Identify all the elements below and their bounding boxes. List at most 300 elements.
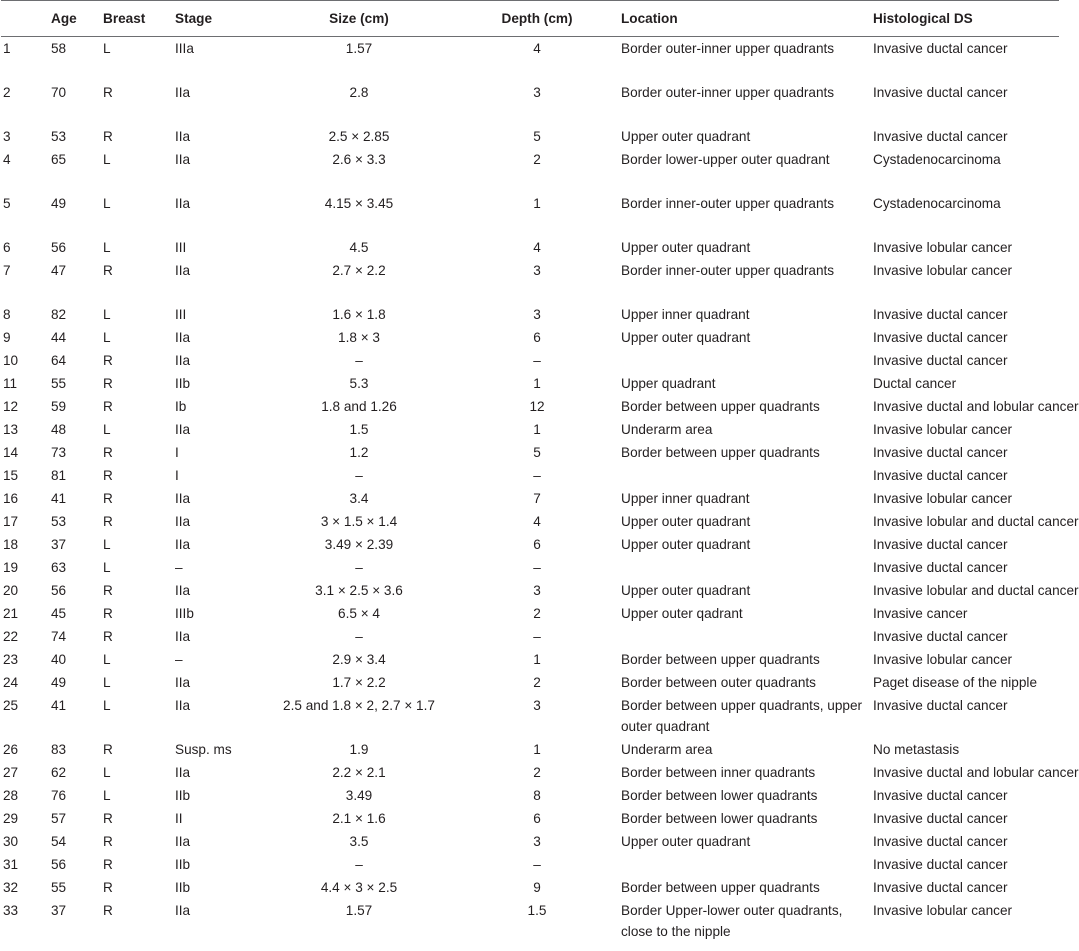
cell-histological: Invasive lobular cancer [873,491,1013,506]
cell-num: 12 [3,399,19,414]
cell-depth: 3 [533,698,541,713]
cell-histological: Cystadenocarcinoma [873,196,1001,211]
cell-location: Border Upper-lower outer quadrants, close to the nipple [621,903,843,939]
cell-size: 1.8 × 3 [338,330,380,345]
cell-size: 1.57 [345,41,373,56]
table-row [1,125,1059,148]
cell-age: 41 [51,491,67,506]
cell-num: 11 [3,376,18,391]
cell-location: Border lower-upper outer quadrant [621,152,830,167]
cell-stage: IIa [175,514,191,529]
table-row [1,395,1059,418]
cell-breast: R [103,742,113,757]
cell-depth: 1 [533,742,541,757]
cell-size: 3 × 1.5 × 1.4 [320,514,398,529]
cell-histological: Invasive lobular cancer [873,652,1013,667]
cell-age: 83 [51,742,67,757]
table-row [1,876,1059,899]
cell-depth: 12 [529,399,545,414]
cell-size: 4.15 × 3.45 [324,196,394,211]
header-row [1,1,1059,37]
cell-size: 3.4 [349,491,369,506]
cell-histological: Invasive ductal cancer [873,307,1008,322]
cell-num: 31 [3,857,19,872]
cell-depth: 5 [533,445,541,460]
cell-histological: Invasive ductal cancer [873,41,1008,56]
cell-age: 53 [51,129,67,144]
cell-location: Upper outer qadrant [621,606,743,621]
cell-age: 63 [51,560,67,575]
cell-depth: 6 [533,811,541,826]
cell-location: Border between upper quadrants [621,445,820,460]
cell-histological: Invasive ductal cancer [873,330,1008,345]
cell-age: 56 [51,240,67,255]
cell-location [613,464,871,487]
cell-size: – [355,560,363,575]
cell-stage: IIa [175,422,191,437]
cell-age: 59 [51,399,67,414]
cell-location: Upper outer quadrant [621,129,751,144]
cell-num: 13 [3,422,19,437]
cell-num: 17 [3,514,19,529]
cell-size: 3.49 × 2.39 [324,537,394,552]
cell-histological: Cystadenocarcinoma [873,152,1001,167]
cell-histological: Invasive ductal and lobular cancer [873,765,1079,780]
cell-stage: I [175,468,179,483]
cell-stage: IIa [175,537,191,552]
cell-breast: L [103,560,111,575]
cell-breast: L [103,307,111,322]
cell-stage: III [175,240,187,255]
cell-histological: Invasive lobular and ductal cancer [873,583,1079,598]
table-row [1,326,1059,349]
cell-histological: Invasive lobular cancer [873,422,1013,437]
cell-depth: 1 [533,196,541,211]
cell-histological: Invasive ductal cancer [873,468,1008,483]
table-row [1,192,1059,236]
cell-location [613,556,871,579]
table-row [1,761,1059,784]
table-body [1,37,1079,944]
cell-stage: IIb [175,857,191,872]
cell-breast: L [103,422,111,437]
cell-num: 32 [3,880,19,895]
cell-depth: 4 [533,240,541,255]
cell-breast: R [103,880,113,895]
cell-breast: R [103,629,113,644]
cell-num: 14 [3,445,19,460]
cell-location: Border outer-inner upper quadrants [621,85,835,100]
cell-age: 62 [51,765,67,780]
cell-age: 55 [51,880,67,895]
table-row [1,510,1059,533]
table-row [1,648,1059,671]
cell-stage: IIb [175,880,191,895]
patient-table [1,0,1079,943]
cell-location: Border between outer quadrants [621,675,816,690]
cell-age: 53 [51,514,67,529]
cell-age: 56 [51,583,67,598]
header-stage: Stage [173,1,257,37]
cell-stage: IIa [175,330,191,345]
table-row [1,556,1059,579]
cell-age: 56 [51,857,67,872]
table-row [1,899,1059,943]
cell-num: 26 [3,742,19,757]
cell-breast: R [103,129,113,144]
table-row [1,602,1059,625]
cell-age: 49 [51,196,67,211]
table-row [1,418,1059,441]
cell-stage: II [175,811,183,826]
cell-num: 19 [3,560,19,575]
cell-size: 1.6 × 1.8 [332,307,386,322]
cell-depth: 1.5 [527,903,547,918]
cell-num: 28 [3,788,19,803]
cell-histological: Invasive ductal cancer [873,857,1008,872]
cell-age: 70 [51,85,67,100]
cell-num: 3 [3,129,11,144]
cell-age: 37 [51,537,67,552]
table-row [1,259,1059,303]
cell-num: 20 [3,583,19,598]
cell-stage: IIa [175,196,191,211]
cell-age: 48 [51,422,67,437]
cell-age: 73 [51,445,67,460]
cell-depth: – [533,560,541,575]
cell-age: 58 [51,41,67,56]
header-breast: Breast [101,1,173,37]
cell-breast: R [103,583,113,598]
cell-stage: – [175,560,183,575]
table-row [1,487,1059,510]
cell-depth: 4 [533,514,541,529]
cell-depth: 6 [533,537,541,552]
cell-num: 1 [3,41,11,56]
cell-location [613,349,871,372]
cell-depth: 6 [533,330,541,345]
cell-size: 2.5 and 1.8 × 2, 2.7 × 1.7 [283,698,435,713]
cell-location: Border between upper quadrants [621,652,820,667]
cell-location: Border between upper quadrants [621,399,820,414]
cell-size: 2.6 × 3.3 [332,152,386,167]
cell-stage: Susp. ms [175,742,232,757]
cell-num: 4 [3,152,11,167]
cell-location: Border inner-outer upper quadrants [621,263,835,278]
cell-size: 2.9 × 3.4 [332,652,386,667]
cell-histological: No metastasis [873,742,960,757]
cell-breast: L [103,41,111,56]
cell-breast: L [103,152,111,167]
table-row [1,236,1059,259]
cell-depth: 3 [533,583,541,598]
table-row [1,464,1059,487]
cell-breast: L [103,240,111,255]
cell-stage: I [175,445,179,460]
cell-stage: IIa [175,263,191,278]
cell-breast: R [103,606,113,621]
cell-breast: R [103,399,113,414]
cell-location: Upper outer quadrant [621,834,751,849]
cell-histological: Invasive ductal and lobular cancer [873,399,1079,414]
cell-location [613,625,871,648]
cell-size: – [355,629,363,644]
cell-age: 41 [51,698,67,713]
cell-num: 33 [3,903,19,918]
header-size: Size (cm) [257,1,461,37]
cell-histological: Invasive ductal cancer [873,537,1008,552]
cell-location: Upper outer quadrant [621,240,751,255]
cell-breast: R [103,468,113,483]
cell-location: Upper outer quadrant [621,330,751,345]
cell-histological: Invasive lobular cancer [873,903,1013,918]
header-histological: Histological DS [871,1,1059,37]
cell-histological: Invasive ductal cancer [873,629,1008,644]
cell-breast: R [103,445,113,460]
table-row [1,671,1059,694]
cell-age: 64 [51,353,67,368]
cell-size: 1.2 [349,445,369,460]
cell-num: 8 [3,307,11,322]
cell-location: Border between inner quadrants [621,765,816,780]
cell-age: 74 [51,629,67,644]
table-row [1,579,1059,602]
cell-size: 2.1 × 1.6 [332,811,386,826]
table-row [1,37,1059,82]
table-header [1,1,1059,37]
cell-stage: IIa [175,152,191,167]
cell-breast: R [103,491,113,506]
cell-breast: L [103,788,111,803]
cell-histological: Invasive ductal cancer [873,560,1008,575]
cell-age: 47 [51,263,67,278]
cell-num: 30 [3,834,19,849]
table-row [1,303,1059,326]
cell-size: 1.9 [349,742,369,757]
cell-stage: IIa [175,629,191,644]
table-row [1,349,1059,372]
cell-size: 2.7 × 2.2 [332,263,386,278]
header-age: Age [41,1,101,37]
cell-depth: 2 [533,606,541,621]
table-row [1,372,1059,395]
header-num [1,1,41,37]
cell-depth: 9 [533,880,541,895]
cell-location: Underarm area [621,422,713,437]
cell-depth: 1 [533,652,541,667]
cell-depth: 3 [533,307,541,322]
cell-breast: R [103,353,113,368]
cell-histological: Invasive ductal cancer [873,834,1008,849]
table-row [1,738,1059,761]
table-row [1,830,1059,853]
cell-size: 3.5 [349,834,369,849]
cell-stage: IIb [175,788,191,803]
cell-num: 6 [3,240,11,255]
cell-num: 7 [3,263,11,278]
cell-size: – [355,468,363,483]
cell-depth: – [533,353,541,368]
cell-age: 54 [51,834,67,849]
cell-size: 3.49 [345,788,373,803]
cell-num: 10 [3,353,19,368]
cell-size: 2.8 [349,85,369,100]
cell-depth: 3 [533,263,541,278]
cell-age: 82 [51,307,67,322]
cell-num: 23 [3,652,19,667]
cell-stage: IIa [175,353,191,368]
cell-breast: R [103,811,113,826]
cell-stage: IIa [175,675,191,690]
cell-histological: Paget disease of the nipple [873,675,1038,690]
cell-age: 45 [51,606,67,621]
cell-depth: 2 [533,152,541,167]
cell-breast: L [103,652,111,667]
cell-breast: L [103,537,111,552]
cell-breast: R [103,834,113,849]
cell-num: 25 [3,698,19,713]
cell-location: Upper inner quadrant [621,491,750,506]
cell-depth: 1 [533,376,541,391]
cell-stage: – [175,652,183,667]
cell-histological: Ductal cancer [873,376,957,391]
cell-age: 49 [51,675,67,690]
cell-breast: R [103,514,113,529]
cell-breast: L [103,698,111,713]
cell-size: 1.7 × 2.2 [332,675,386,690]
cell-location: Upper outer quadrant [621,583,751,598]
cell-depth: – [533,468,541,483]
cell-size: 2.5 × 2.85 [328,129,390,144]
cell-size: 3.1 × 2.5 × 3.6 [315,583,403,598]
cell-num: 22 [3,629,19,644]
cell-histological: Invasive ductal cancer [873,445,1008,460]
cell-location [613,853,871,876]
cell-stage: III [175,307,187,322]
cell-stage: IIa [175,834,191,849]
cell-stage: IIb [175,376,191,391]
cell-num: 9 [3,330,11,345]
cell-depth: 3 [533,834,541,849]
cell-stage: IIIb [175,606,194,621]
cell-size: 4.5 [349,240,369,255]
table-row [1,807,1059,830]
cell-location: Upper quadrant [621,376,716,391]
cell-size: 6.5 × 4 [338,606,380,621]
cell-depth: 4 [533,41,541,56]
cell-depth: 1 [533,422,541,437]
cell-location: Border between upper quadrants, upper outer quadrant [621,698,863,734]
cell-depth: 2 [533,765,541,780]
table-row [1,81,1059,125]
cell-breast: R [103,903,113,918]
cell-age: 55 [51,376,67,391]
cell-num: 2 [3,85,11,100]
cell-location: Upper outer quadrant [621,514,751,529]
cell-depth: 7 [533,491,541,506]
cell-num: 29 [3,811,19,826]
cell-breast: R [103,263,113,278]
cell-num: 27 [3,765,19,780]
cell-breast: R [103,85,113,100]
cell-depth: – [533,629,541,644]
cell-num: 18 [3,537,19,552]
cell-breast: L [103,330,111,345]
cell-stage: Ib [175,399,187,414]
cell-breast: L [103,675,111,690]
cell-breast: L [103,765,111,780]
cell-breast: R [103,376,113,391]
cell-age: 40 [51,652,67,667]
cell-histological: Invasive ductal cancer [873,788,1008,803]
cell-depth: 2 [533,675,541,690]
cell-num: 16 [3,491,19,506]
cell-num: 21 [3,606,19,621]
table-row [1,853,1059,876]
cell-size: 4.4 × 3 × 2.5 [320,880,398,895]
cell-histological: Invasive lobular cancer [873,240,1013,255]
cell-location: Upper inner quadrant [621,307,750,322]
cell-size: 1.5 [349,422,369,437]
cell-location: Border outer-inner upper quadrants [621,41,835,56]
cell-breast: R [103,857,113,872]
cell-stage: IIa [175,85,191,100]
cell-size: 1.57 [345,903,373,918]
cell-size: – [355,353,363,368]
cell-age: 76 [51,788,67,803]
cell-age: 65 [51,152,67,167]
cell-age: 57 [51,811,67,826]
cell-location: Border inner-outer upper quadrants [621,196,835,211]
cell-location: Border between upper quadrants [621,880,820,895]
cell-num: 15 [3,468,19,483]
cell-histological: Invasive lobular and ductal cancer [873,514,1079,529]
cell-histological: Invasive lobular cancer [873,263,1013,278]
cell-age: 81 [51,468,67,483]
cell-depth: – [533,857,541,872]
cell-histological: Invasive ductal cancer [873,698,1008,713]
cell-stage: IIa [175,129,191,144]
cell-histological: Invasive ductal cancer [873,129,1008,144]
cell-stage: IIIa [175,41,194,56]
cell-stage: IIa [175,765,191,780]
cell-location: Upper outer quadrant [621,537,751,552]
table-row [1,784,1059,807]
cell-histological: Invasive cancer [873,606,968,621]
cell-size: – [355,857,363,872]
table-row [1,625,1059,648]
cell-depth: 5 [533,129,541,144]
table-row [1,694,1059,738]
cell-stage: IIa [175,903,191,918]
cell-num: 5 [3,196,11,211]
cell-size: 1.8 and 1.26 [321,399,397,414]
cell-location: Underarm area [621,742,713,757]
cell-histological: Invasive ductal cancer [873,353,1008,368]
table-row [1,533,1059,556]
cell-size: 5.3 [349,376,369,391]
cell-size: 2.2 × 2.1 [332,765,386,780]
cell-histological: Invasive ductal cancer [873,880,1008,895]
cell-stage: IIa [175,491,191,506]
cell-histological: Invasive ductal cancer [873,811,1008,826]
cell-location: Border between lower quadrants [621,788,818,803]
cell-age: 44 [51,330,67,345]
cell-stage: IIa [175,583,191,598]
cell-age: 37 [51,903,67,918]
cell-depth: 3 [533,85,541,100]
header-location: Location [613,1,871,37]
